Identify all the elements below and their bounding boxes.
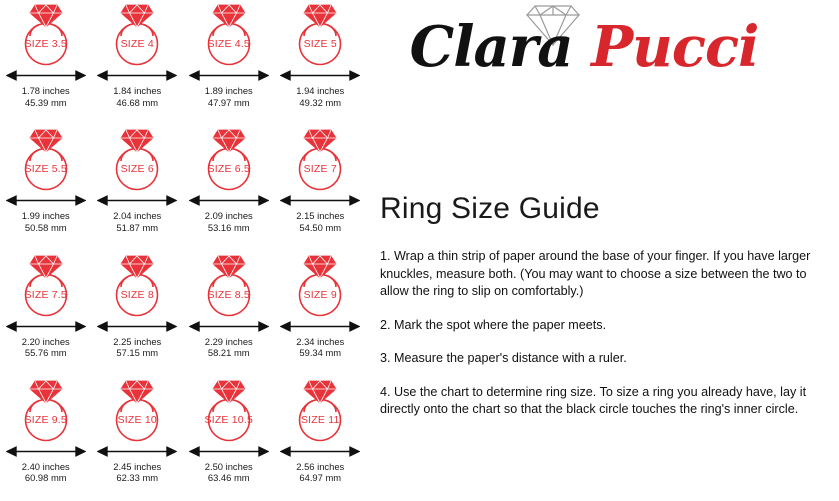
ring-size-label: SIZE 6 [120, 163, 154, 176]
diameter-arrow-icon [280, 194, 360, 207]
ring-measurements [205, 461, 253, 484]
ring-size-label: SIZE 3.5 [24, 38, 67, 50]
ring-illustration [7, 253, 85, 319]
diameter-arrow-icon [189, 69, 269, 82]
ring-measurements [296, 461, 344, 484]
ring-size-mm: 57.15 mm [116, 347, 159, 358]
ring-size-inches: 1.89 inches [204, 85, 253, 96]
instruction-steps [380, 248, 820, 435]
ring-size-cell [92, 251, 184, 376]
instruction-step: 4. Use the chart to determine ring size. To size a ring you already have, lay it directly onto the chart so that the black circle touches the ring's inner circle. [380, 384, 807, 416]
ring-illustration [281, 127, 359, 193]
ring-size-inches: 1.94 inches [296, 85, 345, 96]
ring-illustration [190, 127, 268, 193]
diameter-arrow-icon [6, 445, 86, 458]
diameter-arrow-icon [6, 320, 86, 333]
ring-size-inches: 2.50 inches [204, 460, 253, 472]
ring-size-inches: 1.78 inches [21, 85, 70, 96]
ring-measurements [113, 336, 161, 359]
ring-size-label: SIZE 7 [303, 163, 337, 176]
ring-measurements [22, 210, 70, 233]
diameter-arrow-icon [97, 445, 177, 458]
ring-size-inches: 1.99 inches [21, 210, 70, 222]
ring-measurements [113, 210, 161, 233]
ring-size-cell [275, 251, 367, 376]
ring-size-inches: 2.29 inches [204, 335, 253, 347]
ring-illustration [190, 2, 268, 68]
ring-illustration [98, 378, 176, 444]
diameter-arrow-icon [189, 445, 269, 458]
ring-illustration [98, 127, 176, 193]
page-title: Ring Size Guide [380, 192, 600, 225]
ring-size-inches: 2.34 inches [296, 335, 345, 347]
logo-wordmark [374, 14, 794, 80]
ring-size-cell [275, 125, 367, 250]
ring-illustration [7, 127, 85, 193]
ring-size-label: SIZE 10 [117, 413, 157, 426]
ring-size-label: SIZE 9 [303, 288, 337, 301]
ring-illustration [7, 2, 85, 68]
ring-size-mm: 46.68 mm [116, 96, 159, 108]
ring-illustration [281, 2, 359, 68]
ring-size-mm: 55.76 mm [24, 347, 67, 358]
ring-size-mm: 45.39 mm [24, 96, 67, 108]
ring-size-mm: 59.34 mm [299, 347, 342, 358]
ring-illustration [98, 253, 176, 319]
ring-size-inches: 1.84 inches [113, 85, 162, 96]
info-panel [366, 0, 839, 501]
ring-size-cell [0, 125, 92, 250]
ring-size-label: SIZE 4.5 [207, 38, 250, 50]
ring-measurements [22, 461, 70, 484]
ring-measurements [296, 336, 344, 359]
ring-size-mm: 63.46 mm [207, 472, 250, 484]
instruction-step: 1. Wrap a thin strip of paper around the base of your finger. If you have larger knuckles, measure both. (You may want to choose a size between the two to allow the ring to slip on comfortably.) [380, 249, 811, 298]
instruction-step: 2. Mark the spot where the paper meets. [380, 317, 607, 332]
ring-size-label: SIZE 7.5 [24, 288, 67, 301]
ring-measurements [296, 210, 344, 233]
diameter-arrow-icon [280, 69, 360, 82]
ring-size-cell [183, 0, 275, 125]
diameter-arrow-icon [189, 194, 269, 207]
ring-size-inches: 2.04 inches [113, 210, 162, 222]
ring-size-mm: 47.97 mm [207, 96, 250, 108]
instruction-step: 3. Measure the paper's distance with a ruler. [380, 351, 627, 365]
ring-size-mm: 62.33 mm [116, 472, 159, 484]
ring-size-mm: 49.32 mm [299, 96, 342, 108]
ring-size-inches: 2.56 inches [296, 460, 345, 472]
ring-size-label: SIZE 10.5 [204, 413, 253, 426]
ring-size-mm: 60.98 mm [24, 472, 67, 484]
ring-measurements [205, 336, 253, 359]
diameter-arrow-icon [6, 69, 86, 82]
logo-second-word: Pucci [591, 14, 759, 80]
diameter-arrow-icon [97, 69, 177, 82]
ring-size-chart [0, 0, 366, 501]
ring-size-inches: 2.25 inches [113, 335, 162, 347]
ring-size-label: SIZE 5 [303, 38, 337, 50]
ring-illustration [281, 378, 359, 444]
ring-size-label: SIZE 4 [120, 38, 154, 50]
ring-size-label: SIZE 8 [120, 288, 154, 301]
diameter-arrow-icon [6, 194, 86, 207]
ring-size-inches: 2.40 inches [21, 460, 70, 472]
ring-size-mm: 53.16 mm [207, 221, 250, 233]
ring-size-cell [275, 376, 367, 501]
ring-size-label: SIZE 5.5 [24, 163, 67, 176]
ring-size-mm: 64.97 mm [299, 472, 342, 484]
ring-size-inches: 2.09 inches [204, 210, 253, 222]
ring-measurements [205, 210, 253, 233]
ring-size-cell [92, 376, 184, 501]
ring-size-cell [183, 125, 275, 250]
diameter-arrow-icon [97, 194, 177, 207]
brand-logo [374, 0, 794, 105]
ring-illustration [7, 378, 85, 444]
ring-size-cell [92, 0, 184, 125]
ring-illustration [98, 2, 176, 68]
ring-size-cell [0, 376, 92, 501]
ring-illustration [190, 378, 268, 444]
ring-size-inches: 2.15 inches [296, 210, 345, 222]
ring-measurements [296, 85, 344, 108]
ring-size-inches: 2.20 inches [21, 335, 70, 347]
ring-size-cell [183, 251, 275, 376]
ring-size-cell [0, 0, 92, 125]
ring-size-mm: 58.21 mm [207, 347, 250, 358]
ring-size-mm: 51.87 mm [116, 221, 159, 233]
ring-illustration [281, 253, 359, 319]
diameter-arrow-icon [280, 445, 360, 458]
ring-size-cell [275, 0, 367, 125]
diameter-arrow-icon [97, 320, 177, 333]
ring-size-label: SIZE 8.5 [207, 288, 250, 301]
ring-size-inches: 2.45 inches [113, 460, 162, 472]
ring-size-mm: 50.58 mm [24, 221, 67, 233]
logo-first-word: Clara [409, 14, 573, 80]
ring-size-cell [0, 251, 92, 376]
ring-size-label: SIZE 11 [300, 413, 340, 426]
ring-size-cell [183, 376, 275, 501]
ring-measurements [113, 461, 161, 484]
ring-measurements [22, 336, 70, 359]
ring-size-mm: 54.50 mm [299, 221, 342, 233]
ring-measurements [113, 85, 161, 108]
ring-size-label: SIZE 9.5 [24, 413, 67, 426]
ring-measurements [22, 85, 70, 108]
ring-size-label: SIZE 6.5 [207, 163, 250, 176]
ring-illustration [190, 253, 268, 319]
ring-size-cell [92, 125, 184, 250]
diameter-arrow-icon [189, 320, 269, 333]
diameter-arrow-icon [280, 320, 360, 333]
ring-measurements [205, 85, 253, 108]
